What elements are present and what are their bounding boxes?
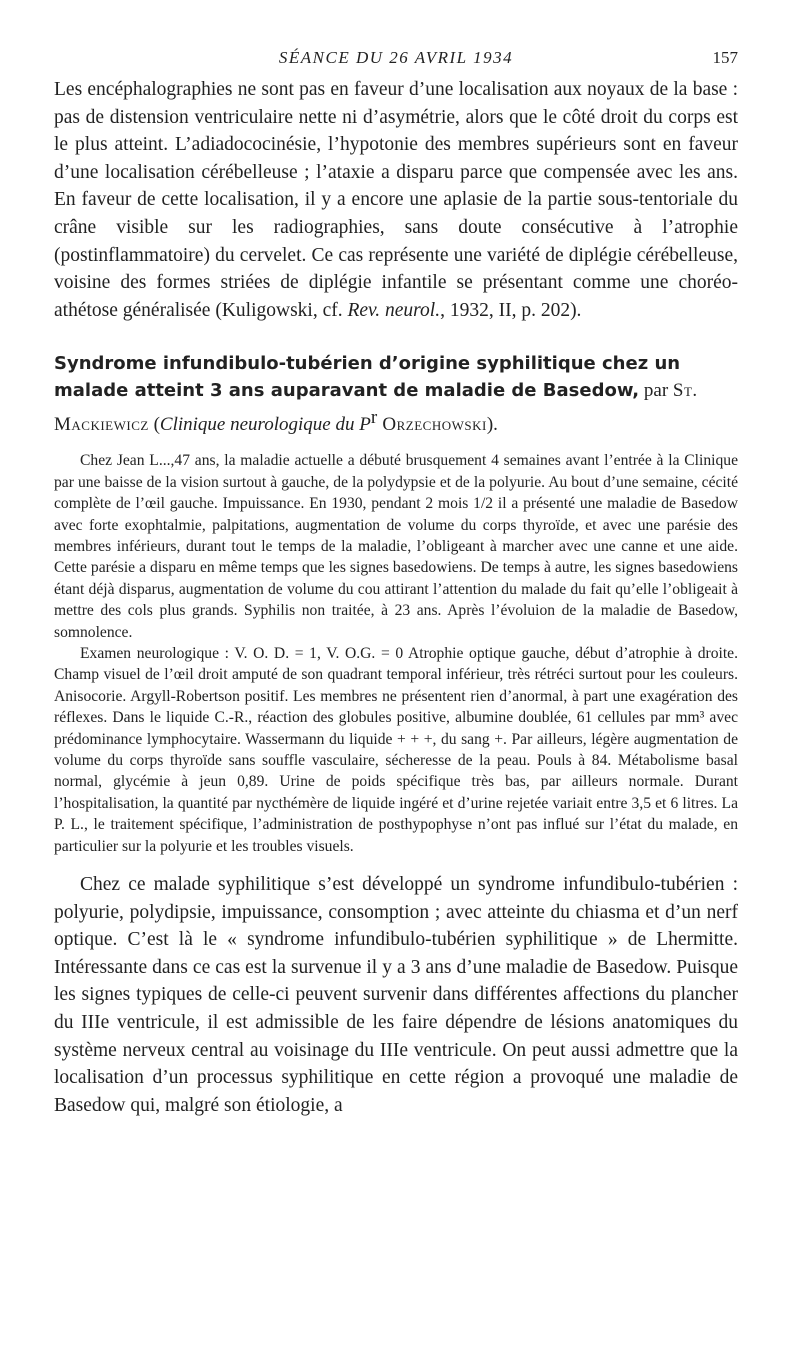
article-by: par	[639, 380, 673, 402]
article-title-line	[54, 350, 738, 438]
page-number: 157	[712, 48, 738, 67]
affiliation-end: ).	[486, 414, 498, 436]
affiliation-name: Orzechowski	[377, 414, 487, 436]
journal-reference: Rev. neurol.	[347, 299, 441, 321]
running-head: SÉANCE DU 26 AVRIL 1934	[278, 48, 514, 67]
page-header	[54, 48, 738, 76]
intro-text: Les encéphalographies ne sont pas en faveur d’une localisation aux noyaux de la base : pas de distension ventriculaire nette ni d’asymétrie, alors que le côté droit du corps est le plus atteint. L’adiadococinésie, l’hypotonie des membres supérieurs sont en faveur d’une localisation cérébelleuse ; l’ataxie a disparu parce que compensée avec les ans. En faveur de cette localisation, il y a encore une aplasie de la partie sous-tentoriale du crâne visible sur les radiographies, sans doute consécutive à l’atrophie (postinflammatoire) du cervelet. Ce cas représente une variété de diplégie cérébelleuse, voisine des formes striées de diplégie infantile se présentant comme une choréo-athétose généralisée (Kuligowski, cf.	[54, 79, 738, 321]
neurological-exam-paragraph: Examen neurologique : V. O. D. = 1, V. O.G. = 0 Atrophie optique gauche, début d’atrophie à droite. Champ visuel de l’œil droit amputé de son quadrant temporal inférieur, très rétréci surtout pour les couleurs. Anisocorie. Argyll-Robertson positif. Les membres ne présentent rien d’anormal, à part une exagération des réflexes. Dans le liquide C.-R., réaction des globules positive, albumine doublée, 61 cellules par mm³ avec prédominance lymphocytaire. Wassermann du liquide + + +, du sang +. Par ailleurs, légère augmentation de volume du corps thyroïde sans souffle vasculaire, sécheresse de la peau. Pouls à 84. Métabolisme basal normal, glycémie à jeun 0,89. Urine de poids spécifique très bas, par ailleurs normale. Durant l’hospitalisation, la quantité par nycthémère de liquide ingéré et d’urine rejetée variait entre 3,5 et 6 litres. La P. L., le traitement spécifique, l’administration de posthypophyse n’ont pas influé sur l’état du malade, en particulier sur la polyurie et les troubles visuels.	[54, 645, 738, 855]
intro-text-end: , 1932, II, p. 202).	[440, 299, 582, 321]
case-history-paragraph: Chez Jean L...,47 ans, la maladie actuelle a débuté brusquement 4 semaines avant l’entrée à la Clinique par une baisse de la vision surtout à gauche, de la polydypsie et de la polyurie. Au bout d’une semaine, cécité complète de l’œil gauche. Impuissance. En 1930, pendant 2 mois 1/2 il a présenté une maladie de Basedow avec forte exophtalmie, palpitations, augmentation de volume du corps thyroïde, et avec une parésie des membres inférieurs, durant tout le temps de la maladie, l’obligeant à marcher avec une canne et une aide. Cette parésie a disparu en même temps que les signes basedowiens. De temps à autre, les signes basedowiens étant déjà disparus, augmentation de volume du cou attirant l’attention du malade du fait qu’elle l’obligeait à mettre des cols plus grands. Syphilis non traitée, à 23 ans. Après l’évoluion de la maladie de Basedow, somnolence.	[54, 452, 738, 641]
article-author: St. Mackiewicz	[54, 380, 698, 436]
affiliation-open: (	[148, 414, 160, 436]
affiliation-sup: r	[370, 407, 378, 429]
intro-paragraph	[54, 76, 738, 324]
document-page	[54, 48, 738, 1119]
discussion-paragraph: Chez ce malade syphilitique s’est développé un syndrome infundibulo-tubérien : polyurie, polydipsie, impuissance, consomption ; avec atteinte du chiasma et d’un nerf optique. C’est là le « syndrome infundibulo-tubérien syphilitique » de Lhermitte. Intéressante dans ce cas est la survenue il y a 3 ans d’une maladie de Basedow. Puisque les signes typiques de celle-ci peuvent survenir dans différentes affections du plancher du IIIe ventricule, il est admissible de les faire dépendre de lésions anatomiques du système nerveux central au voisinage du IIIe ventricule. On peut aussi admettre que la localisation d’un processus syphilitique en cette région a provoqué une maladie de Basedow qui, malgré son étiologie, a	[54, 874, 738, 1116]
article-heading	[54, 350, 738, 438]
article-title: Syndrome infundibulo-tubérien d’origine syphilitique chez un malade atteint 3 ans auparavant de maladie de Basedow,	[54, 353, 681, 402]
affiliation: Clinique neurologique du P	[159, 414, 371, 436]
